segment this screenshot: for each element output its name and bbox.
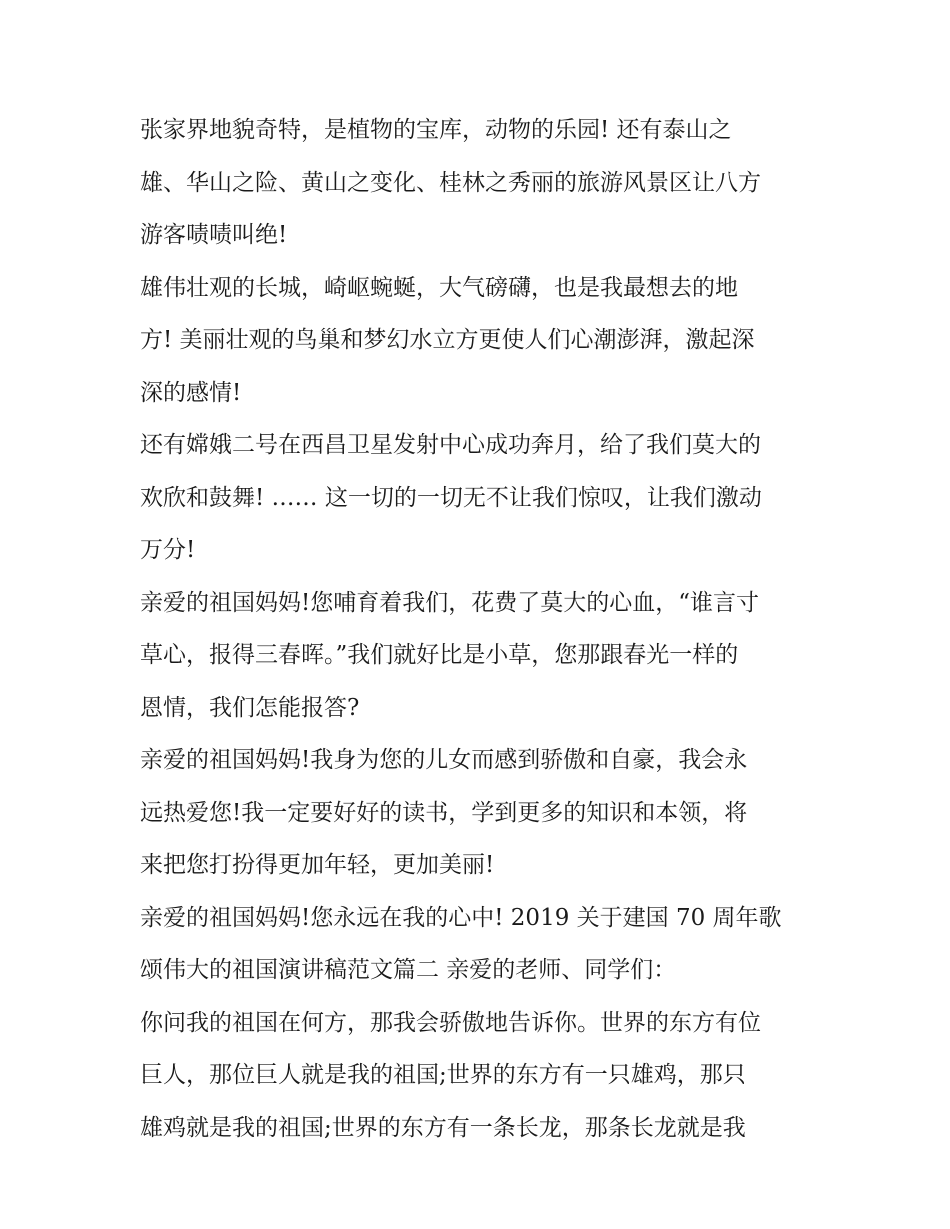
text-line-20: 雄鸡就是我的祖国;世界的东方有一条长龙，那条长龙就是我 xyxy=(140,1114,746,1141)
text-line-11: 草心，报得三春晖。”我们就好比是小草，您那跟春光一样的 xyxy=(140,642,739,668)
text-line-2: 雄、华山之险、黄山之变化、桂林之秀丽的旅游风景区让八方 xyxy=(140,169,761,196)
text-line-1: 张家界地貌奇特，是植物的宝库，动物的乐园! 还有泰山之 xyxy=(140,117,732,143)
text-line-14: 远热爱您!我一定要好好的读书，学到更多的知识和本领，将 xyxy=(140,799,748,826)
text-line-4: 雄伟壮观的长城，崎岖蜿蜒，大气磅礴，也是我最想去的地 xyxy=(140,274,738,301)
text-line-5: 方! 美丽壮观的鸟巢和梦幻水立方更使人们心潮澎湃，激起深 xyxy=(140,327,755,353)
text-line-8: 欢欣和鼓舞! …… 这一切的一切无不让我们惊叹，让我们激动 xyxy=(140,484,762,511)
text-line-3: 游客啧啧叫绝! xyxy=(140,222,288,248)
text-line-17: 颂伟大的祖国演讲稿范文篇二 亲爱的老师、同学们： xyxy=(140,957,677,983)
text-line-6: 深的感情! xyxy=(140,379,242,406)
text-line-7: 还有嫦娥二号在西昌卫星发射中心成功奔月，给了我们莫大的 xyxy=(140,432,761,458)
document-body xyxy=(140,104,820,1154)
text-line-19: 巨人，那位巨人就是我的祖国;世界的东方有一只雄鸡，那只 xyxy=(140,1062,746,1088)
text-line-15: 来把您打扮得更加年轻，更加美丽! xyxy=(140,852,495,878)
text-line-16: 亲爱的祖国妈妈!您永远在我的心中! 2019 关于建国 70 周年歌 xyxy=(140,904,782,931)
text-line-12: 恩情，我们怎能报答? xyxy=(140,694,360,721)
text-line-9: 万分! xyxy=(140,537,196,563)
text-line-10: 亲爱的祖国妈妈!您哺育着我们，花费了莫大的心血，“谁言寸 xyxy=(140,589,760,616)
text-line-13: 亲爱的祖国妈妈!我身为您的儿女而感到骄傲和自豪，我会永 xyxy=(140,747,748,773)
text-line-18: 你问我的祖国在何方，那我会骄傲地告诉你。世界的东方有位 xyxy=(140,1009,761,1036)
